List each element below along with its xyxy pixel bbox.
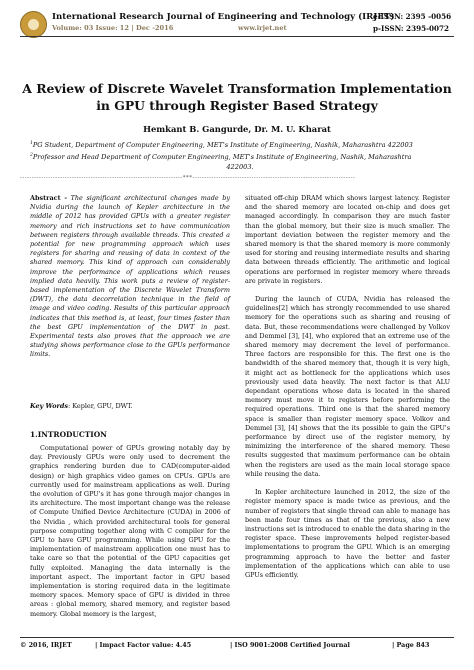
paper-authors: Hemkant B. Gangurde, Dr. M. U. Kharat — [143, 124, 331, 134]
header-divider — [20, 36, 454, 37]
journal-logo — [20, 11, 47, 38]
affiliation-2-text: Professor and Head Department of Computer Engineering, MET's Institute of Engineering, Nashik, Maharashtra — [32, 152, 412, 161]
introduction-body — [30, 444, 230, 619]
footer-iso: | ISO 9001:2008 Certified Journal — [230, 641, 350, 649]
introduction-paragraph: Computational power of GPUs growing notably day by day. Previously GPUs were only used to decrement the graphics rendering burden due to CAD(computer-aided design) or high graphics video games on CPUs. GPUs are currently used for mainstream applications as well. During the evolution of GPU's it has gone through major changes in its architecture. The most important change was the release of Compute Unified Device Architecture (CUDA) in 2006 of the Nvidia , which provided architectural tools for general purpose computing together along with C compiler for the GPU to have GPU programming. While using GPU for the implementation of mainstream application one must has to take care so that the potential of the GPU capacities get fully exploited. Managing the data internally is the important aspect. The important factor in GPU based implementation is storing required data in the legitimate memory spaces. Memory space of GPU is divided in three areas : global memory, shared memory, and register based memory. Global memory is the largest, — [30, 444, 230, 618]
footer-copyright: © 2016, IRJET — [20, 641, 72, 649]
footer-impact-factor: | Impact Factor value: 4.45 — [95, 641, 192, 649]
abstract-text: The significant architectural changes made by Nvidia during the launch of Kepler architecture in the middle of 2012 has provided GPUs with a greater register memory and rich instructions set to have communication between registers through available threads. This created a potential for new programming approach which uses registers for sharing and reusing of data in context of the shared memory. This kind of approach can considerably improve the performance of applications which reuses implied data heavily. This work puts a review of register-based implementation of the Discrete Wavelet Transform (DWT), the data decorrelation technique in the field of image and video coding. Results of this particular approach indicates that this method is, at least, four times faster than the best GPU implementation of the DWT in past. Experimental tests also proves that the approach we are studying shows performance close to the GPUs performance limits. — [30, 194, 230, 359]
affiliation-2 — [30, 151, 450, 163]
affiliation-2-number: 2 — [30, 152, 33, 158]
paragraph-memory-overview: situated off-chip DRAM which shows largest latency. Register and the shared memory are located on-chip and does get managed accordingly. In comparison they are much faster than the global memory, but their size is much smaller. The important deviation between the register memory and the shared memory is that the shared memory is more commonly used for storing and reusing intermediate results and sharing data between threads efficiently. The arithmetic and logical operations are performed in register memory where threads are private in registers. — [245, 194, 450, 285]
abstract-label: Abstract - — [30, 194, 68, 202]
footer-page-number: | Page 843 — [392, 641, 430, 649]
footer-divider — [20, 637, 454, 638]
affiliations — [30, 139, 450, 172]
e-issn: e-ISSN: 2395 -0056 — [373, 12, 452, 21]
journal-website-link[interactable]: www.irjet.net — [238, 24, 287, 32]
p-issn: p-ISSN: 2395-0072 — [373, 24, 450, 33]
affiliation-2-postcode: 422003. — [226, 162, 254, 171]
paper-title: A Review of Discrete Wavelet Transformation Implementation in GPU through Register Based Strategy — [22, 81, 452, 113]
affiliation-1-text: PG Student, Department of Computer Engineering, MET's Institute of Engineering, Nashik, Maharashtra 422003 — [32, 141, 413, 150]
keywords — [30, 402, 230, 410]
affiliation-1-number: 1 — [30, 141, 33, 146]
right-column-body — [245, 194, 450, 580]
journal-name: International Research Journal of Engineering and Technology (IRJET) — [52, 12, 395, 22]
abstract — [30, 194, 230, 360]
volume-issue: Volume: 03 Issue: 12 | Dec -2016 — [52, 24, 174, 32]
keywords-text: : Kepler, GPU, DWT. — [68, 402, 133, 410]
section-heading-introduction: 1.INTRODUCTION — [30, 430, 107, 439]
affiliation-1 — [30, 139, 450, 151]
keywords-label: Key Words — [30, 402, 69, 410]
paragraph-kepler-architecture: In Kepler architecture launched in 2012, the size of the register memory space is made twice as previous, and the number of registers that single thread can able to manage has been made four times as that of the previous, also a new instructions set is introduced to enable the data sharing in the register space. These improvements helped register-based implementations to program the GPU. Which is an emerging programming approach to have the better and faster implementation of the applications which can able to use GPUs efficiently. — [245, 488, 450, 579]
section-separator: ---------------------------------------------------------------------***--------------------------------------------------------------------- — [20, 175, 356, 181]
paragraph-cuda-guidelines: During the launch of CUDA, Nvidia has released the guidelines[2] which has strongly recommended to use shared memory for the operations such as sharing and reusing of data. But, these recommendations were challenged by Volkov and Demmel [3], [4], who explored that an extreme use of the shared memory may decrement the level of performance. Three factors are responsible for this. The first one is the bandwidth of the shared memory that, though it is very high, it might act as bottleneck for the applications which uses previously used data heavily. The next factor is that ALU dependant operations whose data is located in the shared memory must move it to registers before performing the required operations. Third one is that the shared memory space is smaller than register memory space. Volkov and Demmel [3], [4] shows that the its possible to gain the GPU's performance by direct use of the register memory, by minimizing the interference of the shared memory. These results suggested that maximum performance can be obtain when the registers are used as the main local storage space while reusing the data. — [245, 295, 450, 478]
